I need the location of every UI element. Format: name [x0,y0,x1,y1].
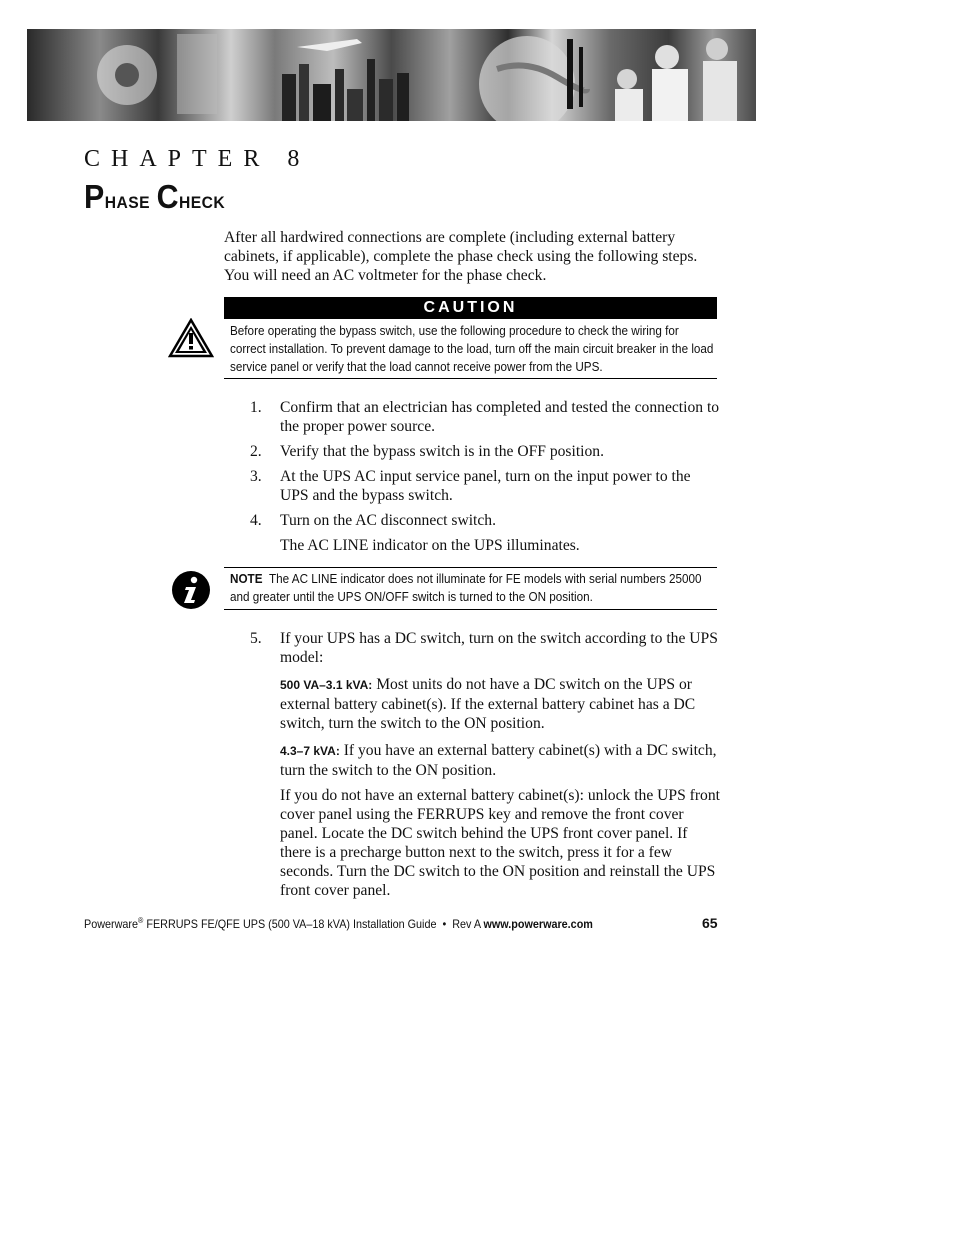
step-text: Turn on the AC disconnect switch. [280,512,496,529]
note-top-rule [224,567,717,568]
footer-url-link[interactable]: www.powerware.com [483,917,593,931]
no-cabinet-paragraph: If you do not have an external battery cabinet(s): unlock the UPS front cover panel using the FERRUPS key and remove the front cover panel. Locate the DC switch behind the UPS front cover panel. If there is a precharge button next to the switch, press it for a few seconds. Turn the DC switch to the ON position and reinstall the UPS front cover panel. [280,787,720,899]
list-item [250,442,720,461]
footer-brand: Powerware [84,917,139,931]
title-initial-p: P [84,178,105,215]
chapter-label: CHAPTER 8 [84,146,311,172]
model1-label: 500 VA–3.1 kVA: [280,678,373,692]
list-item [250,398,720,436]
model2-paragraph [250,741,720,780]
caution-text: Before operating the bypass switch, use the following procedure to check the wiring for correct installation. To prevent damage to the load, turn off the main circuit breaker in the load service panel or verify that the load cannot receive power from the UPS. [230,323,714,374]
caution-bottom-rule [224,378,717,379]
step5-block [250,629,720,900]
intro-paragraph: After all hardwired connections are complete (including external battery cabinets, if applicable), complete the phase check using the following steps. You will need an AC voltmeter for the phase check. [224,229,698,284]
title-initial-c: C [156,178,180,215]
step-number: 1. [250,399,262,416]
header-banner-image [27,29,756,121]
caution-heading: CAUTION [224,297,717,319]
model1-paragraph [250,675,720,733]
model1-text: Most units do not have a DC switch on the UPS or external battery cabinet(s). If the external battery cabinet has a DC switch, turn the switch to the ON position. [280,676,696,732]
step-number: 3. [250,468,262,485]
list-item [250,511,720,530]
chapter-title [84,178,225,216]
footer-reg-mark: ® [138,916,144,925]
model2-text: If you have an external battery cabinet(s) with a DC switch, turn the switch to the ON position. [280,742,717,779]
step-number: 2. [250,443,262,460]
step-number: 4. [250,512,262,529]
warning-triangle-icon [168,318,214,363]
step-number: 5. [250,630,262,647]
step-text: If your UPS has a DC switch, turn on the switch according to the UPS model: [280,630,718,666]
note-text [230,570,716,606]
footer-text: FERRUPS FE/QFE UPS (500 VA–18 kVA) Installation Guide • Rev A [143,917,484,931]
title-rest-hase: hase [104,187,151,214]
step4-result: The AC LINE indicator on the UPS illuminates. [280,537,580,554]
steps-list [250,398,720,555]
note-bottom-rule [224,609,717,610]
step-text: At the UPS AC input service panel, turn on the input power to the UPS and the bypass switch. [280,468,691,504]
step-text: Verify that the bypass switch is in the OFF position. [280,443,604,460]
info-icon [171,570,211,615]
step-text: Confirm that an electrician has completed and tested the connection to the proper power source. [280,399,720,435]
page-footer [84,916,593,931]
note-body: The AC LINE indicator does not illuminate for FE models with serial numbers 25000 and greater until the UPS ON/OFF switch is turned to the ON position. [230,571,702,604]
note-label: NOTE [230,571,263,586]
list-item [250,629,720,667]
title-rest-heck: heck [179,187,226,214]
list-item [250,467,720,505]
banner-collage-graphic [27,29,756,121]
model2-label: 4.3–7 kVA: [280,744,340,758]
page-number: 65 [702,915,718,931]
